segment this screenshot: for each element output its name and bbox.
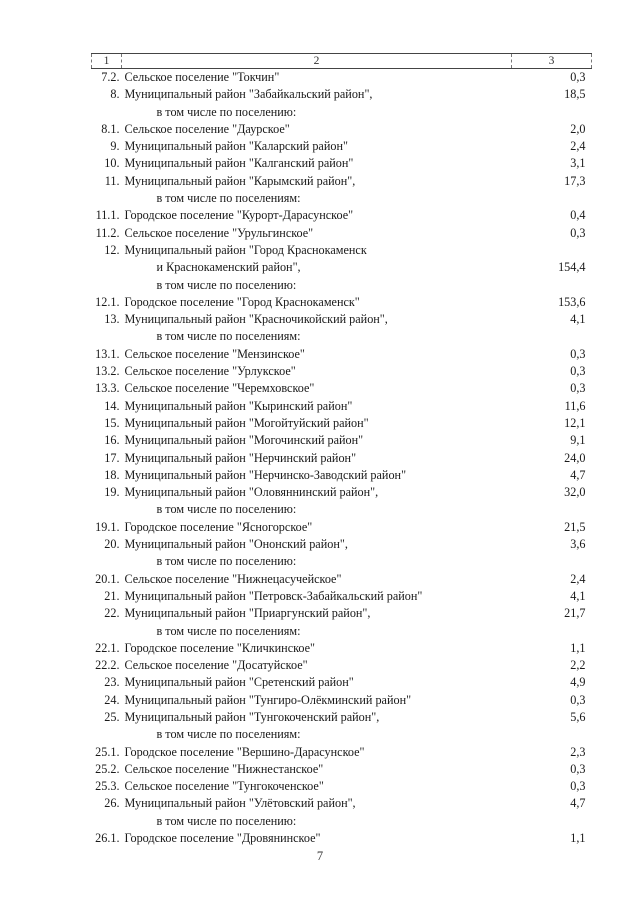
table-row bbox=[92, 795, 592, 812]
row-value: 4,1 bbox=[570, 312, 586, 327]
row-name: Сельское поселение "Даурское" bbox=[124, 121, 290, 136]
row-name: Сельское поселение "Нижнецасучейское" bbox=[124, 571, 342, 586]
header-col-3: 3 bbox=[512, 54, 592, 69]
row-number: 13. bbox=[104, 312, 120, 327]
row-value: 2,0 bbox=[570, 121, 586, 136]
row-value bbox=[512, 813, 592, 830]
row-number: 19.1. bbox=[95, 519, 120, 534]
table-row bbox=[92, 501, 592, 518]
row-subtext: в том числе по поселению: bbox=[156, 277, 297, 292]
row-name: Муниципальный район "Кыринский район" bbox=[124, 398, 353, 413]
table-row bbox=[92, 207, 592, 224]
row-number: 18. bbox=[104, 467, 120, 482]
row-number: 25.2. bbox=[95, 761, 120, 776]
table-row bbox=[92, 778, 592, 795]
row-number: 8.1. bbox=[101, 121, 120, 136]
row-number: 8. bbox=[110, 87, 120, 102]
table-row bbox=[92, 242, 592, 259]
table-row bbox=[92, 709, 592, 726]
row-name: Сельское поселение "Мензинское" bbox=[124, 346, 305, 361]
row-value: 154,4 bbox=[558, 260, 586, 275]
row-number: 14. bbox=[104, 398, 120, 413]
table-row bbox=[92, 450, 592, 467]
row-name: Городское поселение "Курорт-Дарасунское" bbox=[124, 208, 354, 223]
table-row bbox=[92, 588, 592, 605]
row-number bbox=[92, 328, 122, 345]
row-value: 4,7 bbox=[570, 467, 586, 482]
row-name: Городское поселение "Город Краснокаменск" bbox=[124, 294, 360, 309]
row-name: Муниципальный район "Калганский район" bbox=[124, 156, 354, 171]
row-subtext: в том числе по поселениям: bbox=[156, 727, 301, 742]
row-number: 10. bbox=[104, 156, 120, 171]
row-name: Муниципальный район "Приаргунский район", bbox=[124, 606, 371, 621]
row-number: 20.1. bbox=[95, 571, 120, 586]
row-name: Муниципальный район "Улётовский район", bbox=[124, 796, 356, 811]
row-value: 1,1 bbox=[570, 831, 586, 846]
row-number: 25.1. bbox=[95, 744, 120, 759]
table-row bbox=[92, 640, 592, 657]
header-col-2: 2 bbox=[122, 54, 512, 69]
row-number: 13.2. bbox=[95, 364, 120, 379]
table-row bbox=[92, 657, 592, 674]
table-row bbox=[92, 86, 592, 103]
row-name: Сельское поселение "Черемховское" bbox=[124, 381, 315, 396]
table-row bbox=[92, 726, 592, 743]
row-value: 3,6 bbox=[570, 537, 586, 552]
row-subtext: и Краснокаменский район", bbox=[156, 260, 301, 275]
row-number: 13.3. bbox=[95, 381, 120, 396]
row-name: Сельское поселение "Досатуйское" bbox=[124, 658, 308, 673]
table-row bbox=[92, 398, 592, 415]
row-number: 25.3. bbox=[95, 779, 120, 794]
table-row bbox=[92, 138, 592, 155]
row-value: 0,3 bbox=[570, 381, 586, 396]
row-value bbox=[512, 328, 592, 345]
row-number: 24. bbox=[104, 692, 120, 707]
table-row bbox=[92, 813, 592, 830]
row-value bbox=[512, 277, 592, 294]
table-row bbox=[92, 225, 592, 242]
header-col-1: 1 bbox=[92, 54, 122, 69]
page-number: 7 bbox=[316, 849, 324, 863]
row-number bbox=[92, 104, 122, 121]
row-number bbox=[92, 623, 122, 640]
row-value: 2,4 bbox=[570, 571, 586, 586]
row-value bbox=[512, 242, 592, 259]
table-row bbox=[92, 553, 592, 570]
row-subtext: в том числе по поселению: bbox=[156, 104, 297, 119]
row-number: 22.1. bbox=[95, 640, 120, 655]
row-number: 20. bbox=[104, 537, 120, 552]
row-number: 26. bbox=[104, 796, 120, 811]
table-row bbox=[92, 830, 592, 847]
row-name: Сельское поселение "Токчин" bbox=[124, 70, 280, 84]
table-row bbox=[92, 173, 592, 190]
row-number: 12. bbox=[104, 242, 120, 257]
row-value: 0,3 bbox=[570, 761, 586, 776]
row-name: Муниципальный район "Забайкальский район", bbox=[124, 87, 373, 102]
row-name: Городское поселение "Вершино-Дарасунское" bbox=[124, 744, 365, 759]
table-row bbox=[92, 69, 592, 87]
row-name: Муниципальный район "Петровск-Забайкальский район" bbox=[124, 588, 423, 603]
row-number: 23. bbox=[104, 675, 120, 690]
row-name: Сельское поселение "Тунгокоченское" bbox=[124, 779, 324, 794]
row-number bbox=[92, 259, 122, 276]
row-number: 26.1. bbox=[95, 831, 120, 846]
table-row bbox=[92, 328, 592, 345]
row-subtext: в том числе по поселениям: bbox=[156, 623, 301, 638]
row-number bbox=[92, 190, 122, 207]
row-value bbox=[512, 726, 592, 743]
allocation-table bbox=[91, 53, 592, 847]
table-row bbox=[92, 519, 592, 536]
row-value: 24,0 bbox=[564, 450, 586, 465]
row-number bbox=[92, 553, 122, 570]
table-row bbox=[92, 155, 592, 172]
row-name: Муниципальный район "Каларский район" bbox=[124, 139, 348, 154]
row-name: Муниципальный район "Тунгокоченский район", bbox=[124, 709, 380, 724]
row-subtext: в том числе по поселению: bbox=[156, 554, 297, 569]
row-number: 16. bbox=[104, 433, 120, 448]
row-value: 0,3 bbox=[570, 346, 586, 361]
table-row bbox=[92, 190, 592, 207]
table-row bbox=[92, 380, 592, 397]
row-name: Сельское поселение "Урлукское" bbox=[124, 364, 296, 379]
table-row bbox=[92, 259, 592, 276]
row-value: 32,0 bbox=[564, 485, 586, 500]
row-value: 2,4 bbox=[570, 139, 586, 154]
table-row bbox=[92, 536, 592, 553]
row-number bbox=[92, 726, 122, 743]
row-number bbox=[92, 813, 122, 830]
row-name: Сельское поселение "Нижнестанское" bbox=[124, 761, 324, 776]
row-value bbox=[512, 501, 592, 518]
table-row bbox=[92, 571, 592, 588]
table-body bbox=[92, 69, 592, 848]
row-name: Городское поселение "Кличкинское" bbox=[124, 640, 316, 655]
row-number: 21. bbox=[104, 588, 120, 603]
table-row bbox=[92, 277, 592, 294]
table-row bbox=[92, 692, 592, 709]
row-number bbox=[92, 501, 122, 518]
row-value: 0,3 bbox=[570, 779, 586, 794]
row-number: 12.1. bbox=[95, 294, 120, 309]
row-value: 18,5 bbox=[564, 87, 586, 102]
row-number: 19. bbox=[104, 485, 120, 500]
row-number: 11.1. bbox=[95, 208, 120, 223]
row-value: 11,6 bbox=[564, 398, 586, 413]
row-name: Муниципальный район "Красночикойский район", bbox=[124, 312, 388, 327]
row-value: 21,7 bbox=[564, 606, 586, 621]
row-value: 5,6 bbox=[570, 709, 586, 724]
row-name: Муниципальный район "Нерчинско-Заводский район" bbox=[124, 467, 407, 482]
row-value: 2,2 bbox=[570, 658, 586, 673]
row-name: Муниципальный район "Сретенский район" bbox=[124, 675, 354, 690]
row-number: 25. bbox=[104, 709, 120, 724]
row-number: 11. bbox=[104, 173, 120, 188]
row-value bbox=[512, 623, 592, 640]
table-row bbox=[92, 744, 592, 761]
row-name: Муниципальный район "Могойтуйский район" bbox=[124, 415, 369, 430]
row-value: 0,3 bbox=[570, 364, 586, 379]
row-value: 3,1 bbox=[570, 156, 586, 171]
row-number bbox=[92, 277, 122, 294]
row-name: Муниципальный район "Город Краснокаменск bbox=[124, 242, 367, 257]
row-value bbox=[512, 104, 592, 121]
row-value: 4,7 bbox=[570, 796, 586, 811]
row-value: 0,3 bbox=[570, 70, 586, 84]
table-row bbox=[92, 104, 592, 121]
row-number: 9. bbox=[110, 139, 120, 154]
table-row bbox=[92, 605, 592, 622]
table-row bbox=[92, 346, 592, 363]
row-subtext: в том числе по поселениям: bbox=[156, 191, 301, 206]
row-name: Муниципальный район "Могочинский район" bbox=[124, 433, 364, 448]
row-subtext: в том числе по поселениям: bbox=[156, 329, 301, 344]
row-number: 22.2. bbox=[95, 658, 120, 673]
row-number: 22. bbox=[104, 606, 120, 621]
table-header-row bbox=[92, 54, 592, 69]
row-name: Муниципальный район "Ононский район", bbox=[124, 537, 348, 552]
table-row bbox=[92, 294, 592, 311]
table-row bbox=[92, 432, 592, 449]
table-row bbox=[92, 415, 592, 432]
row-value bbox=[512, 190, 592, 207]
row-name: Муниципальный район "Тунгиро-Олёкминский район" bbox=[124, 692, 412, 707]
row-name: Сельское поселение "Урульгинское" bbox=[124, 225, 314, 240]
row-value: 17,3 bbox=[564, 173, 586, 188]
table-row bbox=[92, 467, 592, 484]
row-value: 4,9 bbox=[570, 675, 586, 690]
row-name: Муниципальный район "Карымский район", bbox=[124, 173, 356, 188]
table-row bbox=[92, 674, 592, 691]
row-subtext: в том числе по поселению: bbox=[156, 502, 297, 517]
row-subtext: в том числе по поселению: bbox=[156, 813, 297, 828]
row-value: 9,1 bbox=[570, 433, 586, 448]
row-value: 4,1 bbox=[570, 588, 586, 603]
row-value: 1,1 bbox=[570, 640, 586, 655]
row-number: 7.2. bbox=[101, 70, 120, 84]
row-value: 153,6 bbox=[558, 294, 586, 309]
row-number: 13.1. bbox=[95, 346, 120, 361]
row-value: 0,3 bbox=[570, 692, 586, 707]
row-value: 12,1 bbox=[564, 415, 586, 430]
row-number: 17. bbox=[104, 450, 120, 465]
row-value: 2,3 bbox=[570, 744, 586, 759]
row-value: 21,5 bbox=[564, 519, 586, 534]
row-value: 0,3 bbox=[570, 225, 586, 240]
row-value bbox=[512, 553, 592, 570]
row-name: Муниципальный район "Оловяннинский район", bbox=[124, 485, 379, 500]
table-row bbox=[92, 623, 592, 640]
table-row bbox=[92, 761, 592, 778]
row-value: 0,4 bbox=[570, 208, 586, 223]
table-row bbox=[92, 311, 592, 328]
table-row bbox=[92, 363, 592, 380]
table-row bbox=[92, 121, 592, 138]
row-number: 15. bbox=[104, 415, 120, 430]
row-name: Городское поселение "Дровянинское" bbox=[124, 831, 321, 846]
row-name: Муниципальный район "Нерчинский район" bbox=[124, 450, 357, 465]
row-name: Городское поселение "Ясногорское" bbox=[124, 519, 313, 534]
row-number: 11.2. bbox=[95, 225, 120, 240]
table-row bbox=[92, 484, 592, 501]
